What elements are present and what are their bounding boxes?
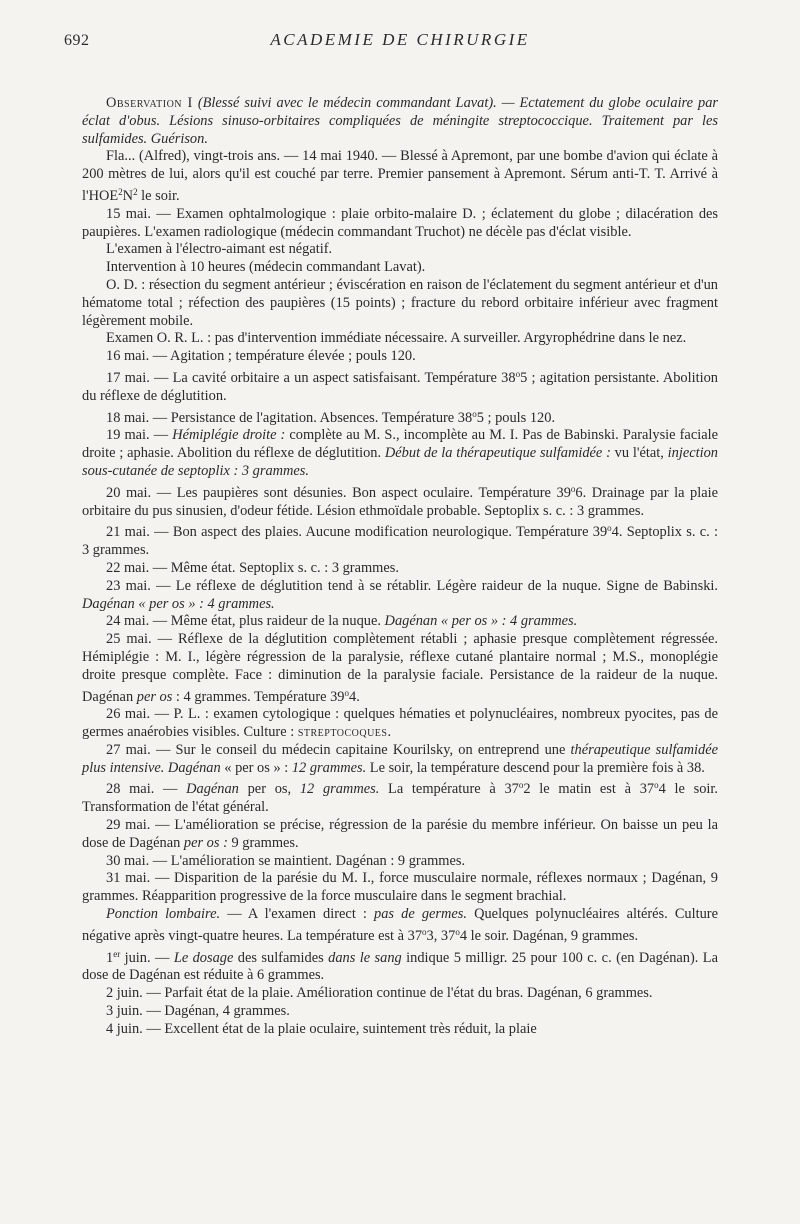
text-run: vu l'état,	[610, 445, 668, 462]
running-title: ACADEMIE DE CHIRURGIE	[270, 30, 530, 49]
text-run: 4 le soir. Transformation de l'état général.	[82, 781, 719, 816]
text-run: 27 mai. — Sur le conseil du médecin capitaine Kourilsky, on entreprend une	[106, 741, 571, 758]
degree-sign: o	[344, 687, 349, 698]
degree-sign: o	[472, 408, 477, 419]
text-run: 3, 37	[426, 927, 456, 944]
text-run: des sulfamides	[233, 949, 329, 966]
italic-run: Début de la thérapeutique sulfamidée :	[384, 445, 611, 462]
text-run: — A l'examen direct :	[220, 906, 375, 923]
text-run: 4.	[349, 688, 360, 705]
italic-run: Dagénan « per os » : 4 grammes.	[384, 613, 578, 630]
text-run: juin. —	[120, 949, 174, 966]
degree-sign: o	[570, 483, 576, 494]
text-run: .	[387, 724, 392, 741]
text-run: N	[122, 187, 134, 204]
italic-run: injection sous-cutanée de septoplix : 3 grammes.	[82, 445, 718, 479]
paragraph: 22 mai. — Même état. Septoplix s. c. : 3 grammes.	[106, 559, 399, 576]
paragraph: 4 juin. — Excellent état de la plaie oculaire, suintement très réduit, la plaie	[106, 1020, 537, 1037]
text-run: Le soir, la température descend pour la première fois à 38.	[366, 759, 705, 776]
text-run: 24 mai. — Même état, plus raideur de la nuque.	[106, 613, 385, 630]
paragraph	[82, 817, 718, 853]
text-run: 23 mai. — Le réflexe de déglutition tend à se rétablir. Légère raideur de la nuque. Signe de Babinski.	[106, 577, 718, 594]
paragraph: L'examen à l'électro-aimant est négatif.	[106, 241, 333, 258]
text-run: 1	[106, 949, 114, 966]
text-run: 25 mai. — Réflexe de la déglutition complètement rétabli ; aphasie presque complètement régressée. Hémiplégie : M. I., légère régression de la paralysie, réflexe cutané plantaire normal ; M.S., monoplégie droite presque complète. Face : diminution de la paralysie faciale. Persistance de la raideur de la nuque. Dagénan	[82, 631, 718, 705]
degree-sign: o	[422, 926, 427, 937]
superscript: 2	[118, 186, 123, 197]
paragraph	[82, 520, 718, 560]
paragraph	[82, 406, 718, 428]
paragraph	[82, 946, 718, 986]
paragraph: 16 mai. — Agitation ; température élevée ; pouls 120.	[106, 348, 416, 365]
text-run: 5 ; pouls 120.	[476, 409, 556, 426]
text-run: Quelques polynucléaires altérés. Culture négative après vingt-quatre heures. La température est à 37	[82, 906, 718, 944]
text-run: indique 5 milligr. 25 pour 100 c. c. (en Dagénan). La dose de Dagénan est réduite à 6 grammes.	[82, 949, 718, 984]
small-caps-run: streptocoques	[297, 724, 388, 741]
paragraph: 31 mai. — Disparition de la parésie du M. I., force musculaire normale, réflexes normaux ; Dagénan, 9 grammes. Réapparition progressive de la force musculaire dans le segment brachial.	[82, 870, 718, 905]
italic-run: dans le sang	[328, 949, 402, 966]
paragraph	[82, 148, 718, 205]
text-run: 26 mai. — P. L. : examen cytologique : quelques hématies et polynucléaires, nombreux pyocites, pas de germes anaérobies visibles. Culture :	[82, 706, 718, 741]
text-run: 4. Septoplix s. c. : 3 grammes.	[82, 524, 718, 559]
paragraph: 2 juin. — Parfait état de la plaie. Amélioration continue de l'état du bras. Dagénan, 6 grammes.	[106, 985, 653, 1002]
text-run: le soir.	[137, 187, 180, 204]
paragraph: 15 mai. — Examen ophtalmologique : plaie orbito-malaire D. ; éclatement du globe ; dilacération des paupières. L'examen radiologique (médecin commandant Truchot) ne décèle pas d'éclat visible.	[82, 205, 718, 240]
italic-run: 12 grammes.	[291, 759, 367, 776]
observation-text	[82, 95, 718, 1039]
text-run: per os,	[238, 781, 300, 798]
superscript: 2	[133, 186, 138, 197]
paragraph	[82, 742, 718, 778]
text-run: complète au M. S., incomplète au M. I. Pas de Babinski. Paralysie faciale droite ; aphasie. Abolition du réflexe de déglutition.	[82, 427, 718, 462]
observation-label: Observation I	[106, 95, 193, 111]
observation-title: (Blessé suivi avec le médecin commandant Lavat). — Ectatement du globe oculaire par éclat d'obus. Lésions sinuso-orbitaires compliquées de méningite streptococcique. Traitement par les sulfamides. Guérison.	[82, 95, 719, 147]
italic-run: Dagénan « per os » : 4 grammes.	[82, 595, 275, 612]
paragraph: 3 juin. — Dagénan, 4 grammes.	[106, 1003, 290, 1020]
text-run: « per os » :	[220, 759, 292, 776]
text-run: 19 mai. —	[106, 427, 173, 444]
text-run: 20 mai. — Les paupières sont désunies. Bon aspect oculaire. Température 39	[106, 484, 571, 501]
paragraph: Intervention à 10 heures (médecin commandant Lavat).	[106, 259, 426, 276]
text-run: 4 le soir. Dagénan, 9 grammes.	[459, 927, 639, 944]
running-head	[64, 30, 736, 54]
text-run: 5 ; agitation persistante. Abolition du réflexe de déglutition.	[82, 369, 718, 404]
paragraph	[82, 366, 718, 406]
paragraph	[82, 777, 718, 817]
paragraph	[82, 906, 718, 946]
degree-sign: o	[455, 926, 460, 937]
page-number: 692	[64, 32, 90, 49]
italic-run: Hémiplégie droite :	[172, 427, 286, 444]
degree-sign: o	[518, 780, 524, 791]
italic-run: Le dosage	[173, 949, 234, 966]
paragraph	[82, 427, 718, 480]
paragraph	[82, 613, 718, 631]
superscript: er	[113, 948, 121, 959]
observation-heading	[82, 95, 718, 148]
degree-sign: o	[654, 780, 659, 791]
paragraph: 30 mai. — L'amélioration se maintient. Dagénan : 9 grammes.	[106, 852, 466, 869]
paragraph	[82, 706, 718, 742]
italic-run: 12 grammes.	[299, 781, 380, 798]
paragraph	[82, 578, 718, 614]
degree-sign: o	[607, 523, 612, 534]
text-run: 28 mai. —	[106, 781, 187, 798]
text-run: 21 mai. — Bon aspect des plaies. Aucune modification neurologique. Température 39	[106, 524, 608, 541]
italic-run: per os :	[183, 834, 228, 851]
text-run: : 4 grammes. Température 39	[172, 688, 345, 705]
text-run: 17 mai. — La cavité orbitaire a un aspect satisfaisant. Température 38	[106, 369, 516, 386]
paragraph: O. D. : résection du segment antérieur ; éviscération en raison de l'éclatement du segment antérieur et d'un hématome total ; réfection des paupières (15 points) ; fracture du rebord orbitaire inférieur avec fragment légèrement mobile.	[82, 276, 718, 329]
paragraph	[82, 481, 718, 521]
text-run: 29 mai. — L'amélioration se précise, régression de la parésie du membre inférieur. On baisse un peu la dose de Dagénan	[82, 817, 718, 851]
text-run: 2 le matin est à 37	[523, 781, 655, 798]
paragraph	[82, 631, 718, 706]
text-run: 9 grammes.	[227, 834, 299, 851]
text-run: 18 mai. — Persistance de l'agitation. Absences. Température 38	[106, 409, 473, 426]
italic-run: Dagénan	[186, 781, 239, 798]
degree-sign: o	[515, 368, 521, 379]
italic-run: pas de germes.	[374, 906, 467, 923]
italic-run: per os	[136, 688, 173, 705]
italic-run: thérapeutique sulfamidée plus intensive. Dagénan	[82, 741, 718, 776]
italic-run: Ponction lombaire.	[106, 906, 221, 923]
text-run: Fla... (Alfred), vingt-trois ans. — 14 mai 1940. — Blessé à Apremont, par une bombe d'avion qui éclate à 200 mètres de lui, alors qu'il est couché par terre. Premier pansement à Apremont. Sérum anti-T. T. Arrivé à l'HOE	[82, 148, 718, 204]
text-run: 6. Drainage par la plaie orbitaire du pus sinusien, d'odeur fétide. Lésion ethmoïdale probable. Septoplix s. c. : 3 grammes.	[82, 484, 718, 519]
text-run: La température à 37	[379, 781, 519, 798]
paragraph: Examen O. R. L. : pas d'intervention immédiate nécessaire. A surveiller. Argyrophédrine dans le nez.	[106, 330, 687, 347]
